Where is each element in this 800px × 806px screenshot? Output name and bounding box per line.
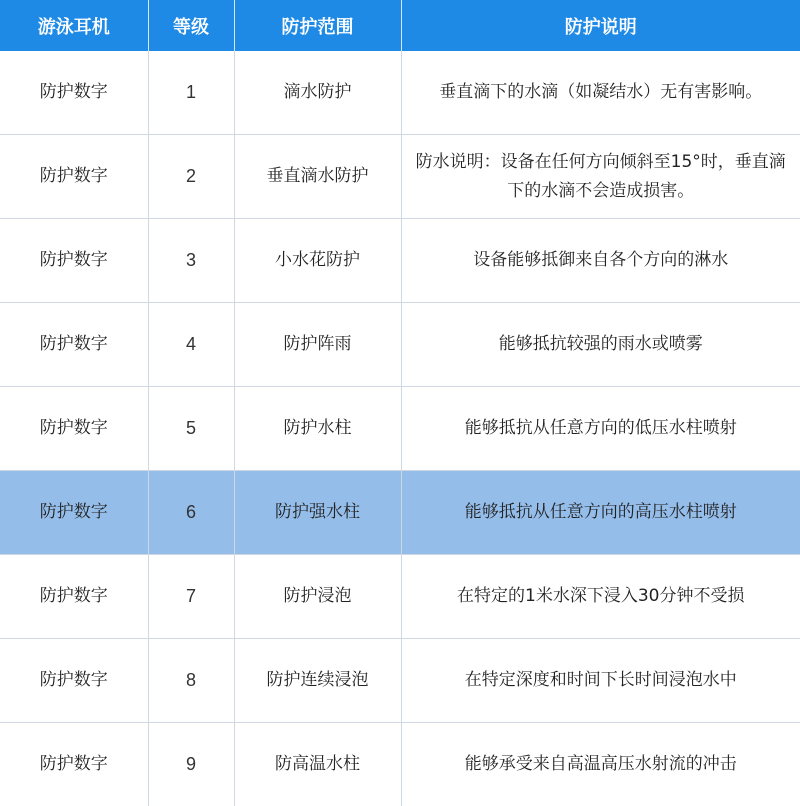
cell-protection-description: 防水说明：设备在任何方向倾斜至15°时，垂直滴下的水滴不会造成损害。 bbox=[401, 135, 800, 219]
cell-level: 5 bbox=[148, 387, 234, 471]
cell-level: 6 bbox=[148, 471, 234, 555]
cell-level: 9 bbox=[148, 723, 234, 806]
cell-protection-scope: 防护阵雨 bbox=[234, 303, 401, 387]
header-level: 等级 bbox=[148, 0, 234, 51]
cell-protection-type: 防护数字 bbox=[0, 471, 148, 555]
cell-level: 2 bbox=[148, 135, 234, 219]
cell-protection-description: 能够抵抗从任意方向的高压水柱喷射 bbox=[401, 471, 800, 555]
cell-protection-scope: 防护强水柱 bbox=[234, 471, 401, 555]
header-protection-description: 防护说明 bbox=[401, 0, 800, 51]
header-protection-scope: 防护范围 bbox=[234, 0, 401, 51]
table-row bbox=[0, 135, 800, 219]
table-body bbox=[0, 51, 800, 806]
table-row bbox=[0, 51, 800, 135]
cell-protection-scope: 滴水防护 bbox=[234, 51, 401, 135]
cell-level: 8 bbox=[148, 639, 234, 723]
table-header bbox=[0, 0, 800, 51]
table-row bbox=[0, 387, 800, 471]
cell-level: 7 bbox=[148, 555, 234, 639]
cell-protection-description: 能够抵抗较强的雨水或喷雾 bbox=[401, 303, 800, 387]
cell-protection-scope: 防护浸泡 bbox=[234, 555, 401, 639]
table-row bbox=[0, 555, 800, 639]
cell-protection-type: 防护数字 bbox=[0, 303, 148, 387]
cell-protection-type: 防护数字 bbox=[0, 723, 148, 806]
cell-protection-type: 防护数字 bbox=[0, 219, 148, 303]
cell-protection-type: 防护数字 bbox=[0, 51, 148, 135]
table-row bbox=[0, 639, 800, 723]
cell-protection-scope: 垂直滴水防护 bbox=[234, 135, 401, 219]
cell-protection-description: 能够抵抗从任意方向的低压水柱喷射 bbox=[401, 387, 800, 471]
cell-protection-description: 能够承受来自高温高压水射流的冲击 bbox=[401, 723, 800, 806]
cell-protection-type: 防护数字 bbox=[0, 387, 148, 471]
cell-level: 1 bbox=[148, 51, 234, 135]
cell-protection-type: 防护数字 bbox=[0, 639, 148, 723]
cell-protection-description: 垂直滴下的水滴（如凝结水）无有害影响。 bbox=[401, 51, 800, 135]
cell-protection-description: 在特定深度和时间下长时间浸泡水中 bbox=[401, 639, 800, 723]
cell-level: 4 bbox=[148, 303, 234, 387]
cell-protection-scope: 防护连续浸泡 bbox=[234, 639, 401, 723]
cell-protection-scope: 防高温水柱 bbox=[234, 723, 401, 806]
table-row bbox=[0, 303, 800, 387]
header-swim-earphone: 游泳耳机 bbox=[0, 0, 148, 51]
cell-protection-description: 在特定的1米水深下浸入30分钟不受损 bbox=[401, 555, 800, 639]
cell-protection-description: 设备能够抵御来自各个方向的淋水 bbox=[401, 219, 800, 303]
cell-protection-scope: 小水花防护 bbox=[234, 219, 401, 303]
cell-protection-type: 防护数字 bbox=[0, 135, 148, 219]
cell-protection-type: 防护数字 bbox=[0, 555, 148, 639]
header-row bbox=[0, 0, 800, 51]
table-row bbox=[0, 723, 800, 806]
table-row bbox=[0, 471, 800, 555]
cell-level: 3 bbox=[148, 219, 234, 303]
cell-protection-scope: 防护水柱 bbox=[234, 387, 401, 471]
table-row bbox=[0, 219, 800, 303]
